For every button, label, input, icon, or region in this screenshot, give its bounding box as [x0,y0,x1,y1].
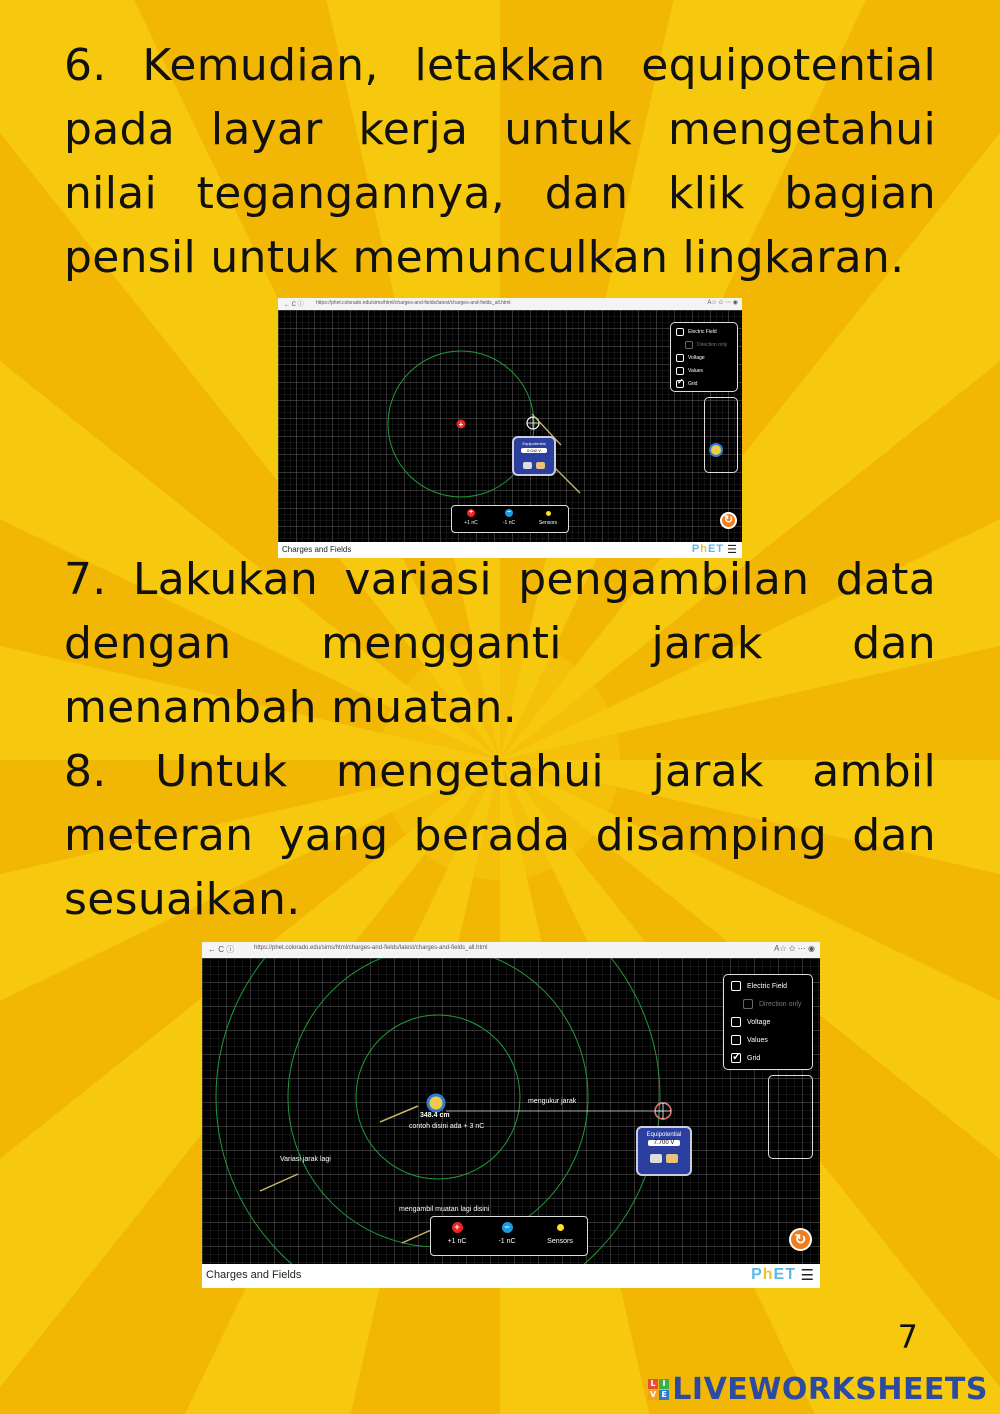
liveworksheets-icon: L I V E [648,1379,669,1400]
values-label: Values [747,1036,768,1044]
browser-bar [202,942,820,959]
control-panel [723,974,813,1070]
menu-icon[interactable]: ☰ [800,1267,814,1284]
sim-title: Charges and Fields [282,545,352,554]
arrow-distance [260,1174,298,1191]
svg-text:+: + [458,420,464,429]
url-text: https://phet.colorado.edu/sims/html/charges-and-fields/latest/charges-and-fields_all.html [254,945,488,951]
page-number: 7 [897,1318,918,1356]
arrow-example [380,1106,418,1122]
equipotential-title: Equipotential [646,1132,682,1138]
grid-checkbox[interactable]: ✓ [732,1051,742,1063]
negative-charge-label: -1 nC [502,520,516,526]
grid-checkbox[interactable]: ✓ [677,377,684,386]
phet-screenshot-1 [278,298,742,558]
positive-charge-source[interactable]: + +1 nC [456,509,486,526]
voltage-checkbox[interactable] [731,1017,741,1027]
pencil-icon[interactable] [536,462,545,469]
voltage-label: Voltage [688,355,705,361]
reset-button[interactable]: ↻ [789,1228,812,1251]
menu-icon[interactable]: ☰ [727,544,737,556]
annotation-measure: mengukur jarak [528,1098,577,1105]
annotation-vary-distance: Variasi jarak lagi [280,1156,331,1163]
charge-tray [430,1216,588,1256]
direction-only-checkbox [685,341,693,349]
reset-button[interactable]: ↻ [720,512,737,529]
voltage-label: Voltage [747,1018,771,1026]
browser-action-icons: A☆ ✩ ⋯ ◉ [707,300,738,306]
sensors-label: Sensors [547,1238,573,1245]
positive-charge-label: +1 nC [447,1238,467,1245]
grid-label: Grid [688,381,698,387]
sim-canvas[interactable] [202,958,820,1264]
browser-action-icons: A☆ ✩ ⋯ ◉ [774,944,815,953]
nav-icons: ← C ⓘ [208,945,235,954]
step-7-text: 7. Lakukan variasi pengambilan data dengan mengganti jarak dan menambah muatan. [64,554,936,733]
voltage-readout: 0.042 V [521,448,547,453]
negative-charge-label: -1 nC [498,1238,516,1245]
tape-measure-icon [428,1095,444,1111]
phet-logo: PhET [751,1266,796,1283]
direction-only-label: Direction only [759,1000,802,1008]
arrow-2 [552,465,580,493]
sim-canvas[interactable] [278,310,742,542]
electric-field-checkbox[interactable] [676,328,684,336]
control-panel [670,322,738,392]
direction-only-label: Direction only [697,342,728,348]
electric-field-checkbox[interactable] [731,981,741,991]
grid-label: Grid [747,1054,761,1062]
direction-only-checkbox [743,999,753,1009]
sensors-source[interactable] [539,1222,581,1245]
values-checkbox[interactable] [676,367,684,375]
nav-icons: ← C ⓘ [284,302,304,308]
equipotential-sensor[interactable] [636,1126,692,1176]
annotation-example: contoh disini ada + 3 nC [409,1123,485,1130]
measure-readout: 348.4 cm [420,1112,450,1119]
equipotential-sensor[interactable] [512,436,556,476]
positive-charge-source[interactable]: + +1 nC [437,1222,477,1245]
sensors-source[interactable] [532,509,564,526]
step-8-text: 8. Untuk mengetahui jarak ambil meteran yang berada disamping dan sesuaikan. [64,746,936,925]
negative-charge-source[interactable]: − -1 nC [494,509,524,526]
charge-tray [451,505,569,533]
electric-field-label: Electric Field [747,982,788,990]
phet-logo: PhET [691,543,724,555]
equipotential-title: Equipotential [522,441,546,446]
sensors-label: Sensors [538,520,558,526]
tool-drawer[interactable] [704,397,738,473]
clear-button[interactable] [523,462,532,469]
clear-button[interactable] [650,1154,662,1163]
negative-charge-source[interactable]: − -1 nC [487,1222,527,1245]
liveworksheets-footer[interactable] [648,1372,988,1407]
electric-field-label: Electric Field [688,329,717,335]
step-6-text: 6. Kemudian, letakkan equipotential pada layar kerja untuk mengetahui nilai tegangannya, dan klik bagian pensil untuk memunculkan lingkaran. [64,40,936,283]
values-label: Values [688,368,703,374]
phet-screenshot-2 [202,942,820,1288]
annotation-take-charge: mengambil muatan lagi disini [399,1206,490,1213]
voltage-checkbox[interactable] [676,354,684,362]
tool-drawer[interactable] [768,1075,813,1159]
liveworksheets-brand: LIVEWORKSHEETS [672,1372,988,1407]
sim-title: Charges and Fields [206,1269,302,1281]
pencil-icon[interactable] [666,1154,678,1163]
voltage-readout: 7.700 V [648,1140,680,1146]
url-text: https://phet.colorado.edu/sims/html/charges-and-fields/latest/charges-and-fields_all.html [316,300,511,306]
positive-charge-label: +1 nC [464,520,478,526]
sim-footer [202,1264,820,1288]
values-checkbox[interactable] [731,1035,741,1045]
